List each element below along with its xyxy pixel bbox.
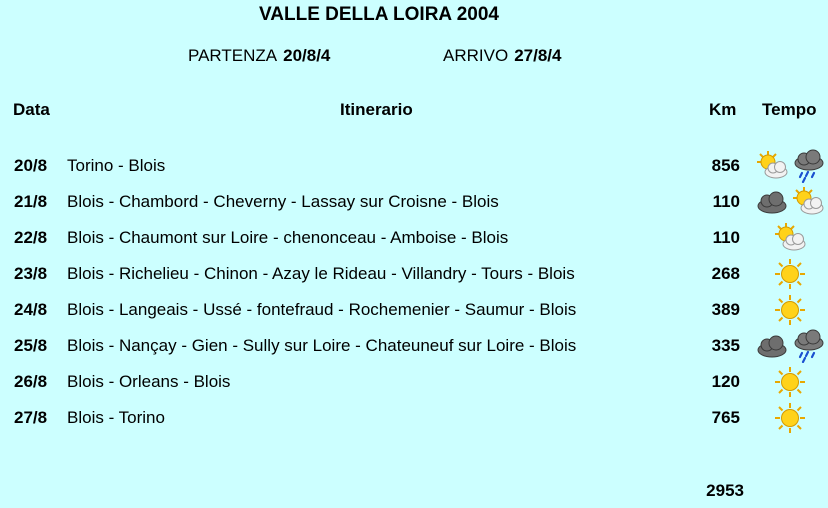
row-weather (752, 184, 828, 220)
row-km: 389 (711, 300, 740, 319)
table-row (0, 256, 828, 292)
arrival-value: 27/8/4 (514, 46, 562, 65)
row-date: 27/8 (14, 408, 48, 427)
arrival-label: ARRIVO (443, 46, 509, 65)
departure-value: 20/8/4 (283, 46, 331, 65)
header-date: Data (13, 100, 50, 119)
table-row (0, 292, 828, 328)
row-date: 21/8 (14, 192, 48, 211)
sun-icon (773, 293, 807, 327)
row-date: 24/8 (14, 300, 48, 319)
row-weather (752, 400, 828, 436)
row-date: 25/8 (14, 336, 48, 355)
row-km: 120 (711, 372, 740, 391)
table-row (0, 220, 828, 256)
sun-icon (773, 257, 807, 291)
row-km: 856 (711, 156, 740, 175)
row-route: Torino - Blois (67, 156, 166, 175)
row-route: Blois - Chaumont sur Loire - chenonceau - Amboise - Blois (67, 228, 509, 247)
row-weather (752, 256, 828, 292)
header-km: Km (709, 100, 737, 119)
sun-icon (773, 401, 807, 435)
cloud-icon (755, 185, 789, 219)
table-row (0, 400, 828, 436)
row-route: Blois - Torino (67, 408, 165, 427)
sun-icon (773, 365, 807, 399)
row-weather (752, 292, 828, 328)
row-route: Blois - Langeais - Ussé - fontefraud - Rochemenier - Saumur - Blois (67, 300, 577, 319)
row-weather (752, 148, 828, 184)
page-title: VALLE DELLA LOIRA 2004 (259, 4, 499, 25)
row-km: 268 (711, 264, 740, 283)
row-route: Blois - Nançay - Gien - Sully sur Loire - Chateuneuf sur Loire - Blois (67, 336, 577, 355)
row-route: Blois - Orleans - Blois (67, 372, 231, 391)
partly-sunny-icon (755, 149, 789, 183)
row-km: 110 (712, 228, 740, 247)
cloud-icon (755, 329, 789, 363)
row-route: Blois - Richelieu - Chinon - Azay le Rideau - Villandry - Tours - Blois (67, 264, 575, 283)
arrival (443, 46, 561, 66)
table-row (0, 148, 828, 184)
row-weather (752, 328, 828, 364)
row-date: 23/8 (14, 264, 48, 283)
row-weather (752, 220, 828, 256)
rain-cloud-icon (791, 329, 825, 363)
row-km: 335 (711, 336, 740, 355)
partly-sunny-icon (791, 185, 825, 219)
row-date: 20/8 (14, 156, 48, 175)
table-row (0, 184, 828, 220)
header-weather: Tempo (762, 100, 817, 119)
row-weather (752, 364, 828, 400)
table-row (0, 364, 828, 400)
row-date: 22/8 (14, 228, 48, 247)
row-date: 26/8 (14, 372, 48, 391)
departure-label: PARTENZA (188, 46, 278, 65)
row-km: 110 (712, 192, 740, 211)
partly-sunny-icon (773, 221, 807, 255)
header-itinerary: Itinerario (340, 100, 413, 119)
table-row (0, 328, 828, 364)
total-km: 2953 (706, 481, 744, 500)
row-route: Blois - Chambord - Cheverny - Lassay sur Croisne - Blois (67, 192, 499, 211)
departure (188, 46, 330, 66)
row-km: 765 (711, 408, 740, 427)
rain-cloud-icon (791, 149, 825, 183)
